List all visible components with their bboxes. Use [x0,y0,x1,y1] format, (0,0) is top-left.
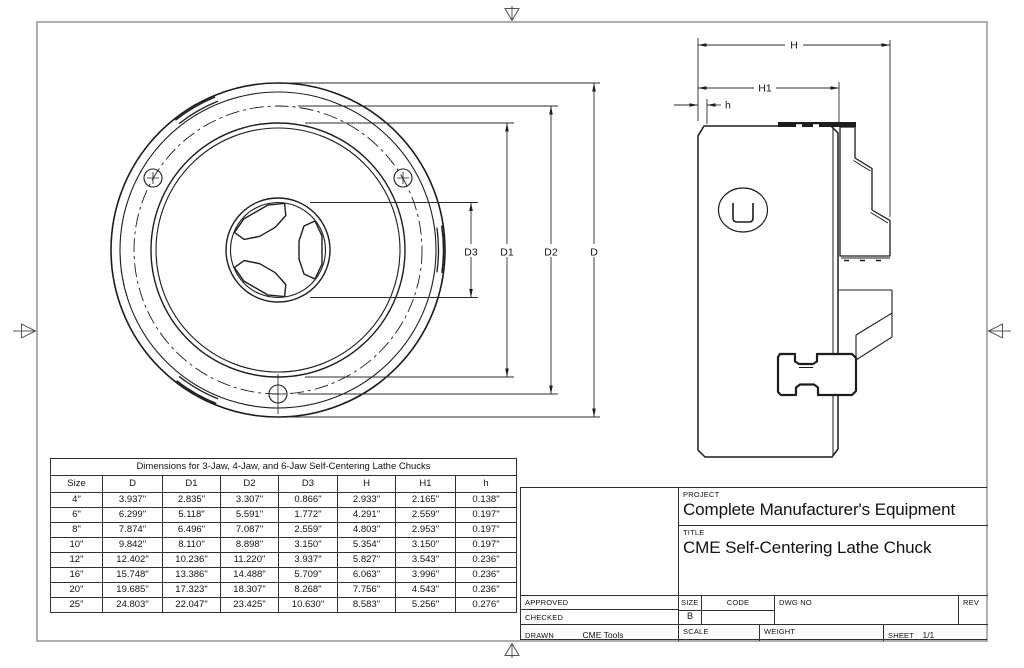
table-cell-d1: 17.323" [163,583,221,598]
table-cell-h: 6.063" [338,568,396,583]
bolt-circle-centerline [134,106,422,394]
drawn-cell [521,625,678,641]
table-cell-d1: 5.118" [163,508,221,523]
table-row [51,493,517,508]
rev-cell [958,596,988,625]
approved-cell [521,596,678,610]
table-cell-d2: 14.488" [221,568,279,583]
table-header-row [51,476,517,493]
table-column-header: D [103,476,163,493]
chuck-rim-circle [120,92,436,408]
table-cell-d3: 1.772" [279,508,338,523]
checked-label: CHECKED [525,613,564,622]
dim-label-d1: D1 [500,246,514,259]
title-label: TITLE [683,528,705,537]
front-dimension-labels [461,244,602,259]
table-row [51,508,517,523]
dim-label-h1: H1 [758,82,772,95]
bottom-band [521,624,988,640]
table-cell-d: 15.748" [103,568,163,583]
table-cell-d3: 10.630" [279,598,338,613]
chuck-body [698,126,838,457]
size-code-divider [678,610,774,611]
table-cell-d: 12.402" [103,553,163,568]
code-label: CODE [726,598,750,607]
table-cell-h: 5.827" [338,553,396,568]
title-block [520,487,987,640]
title-block-empty-cell [521,488,678,595]
table-cell-h1: 4.543" [396,583,456,598]
table-column-header: D3 [279,476,338,493]
side-dimension-labels [725,39,803,112]
checked-cell [521,611,678,625]
centering-mark-left [13,324,36,338]
dim-label-h-step: h [725,99,731,112]
table-cell-d3: 5.709" [279,568,338,583]
sheet-label: SHEET [888,631,915,640]
table-row [51,538,517,553]
size-label: SIZE [681,598,699,607]
table-cell-d2: 11.220" [221,553,279,568]
table-cell-h-small: 0.276" [456,598,517,613]
serration-gap [796,124,802,127]
face-circle-inner [156,128,400,372]
table-cell-d: 7.874" [103,523,163,538]
chuck-outer-circle [111,83,445,417]
title-cell [678,526,988,595]
table-cell-h: 4.803" [338,523,396,538]
table-cell-d2: 7.087" [221,523,279,538]
table-cell-d1: 8.110" [163,538,221,553]
jaw-way-arcs-outer [113,85,444,416]
table-cell-h1: 2.165" [396,493,456,508]
table-cell-h1: 3.543" [396,553,456,568]
scale-cell [678,625,759,641]
hole-cross-marks [147,172,409,414]
dimensions-table [50,458,517,613]
side-view [698,122,892,457]
table-cell-d2: 5.591" [221,508,279,523]
table-cell-h: 7.756" [338,583,396,598]
scale-label: SCALE [683,627,709,636]
table-cell-h-small: 0.236" [456,553,517,568]
table-title: Dimensions for 3-Jaw, 4-Jaw, and 6-Jaw Self-Centering Lathe Chucks [51,459,517,476]
project-label: PROJECT [683,490,720,499]
dim-label-d2: D2 [544,246,558,259]
table-cell-h: 8.583" [338,598,396,613]
jaw-way-arcs-inner [118,90,439,411]
table-cell-size: 25" [51,598,103,613]
table-cell-h: 5.354" [338,538,396,553]
table-cell-d1: 2.835" [163,493,221,508]
sheet-value: 1/1 [922,630,935,640]
table-cell-d1: 13.386" [163,568,221,583]
drawn-by-value: CME Tools [582,630,624,640]
table-body [51,493,517,613]
table-cell-h1: 2.559" [396,508,456,523]
bore-circle-inner [231,203,326,298]
dim-label-d3: D3 [464,246,478,259]
table-cell-d: 9.842" [103,538,163,553]
table-cell-h-small: 0.197" [456,523,517,538]
table-cell-d: 24.803" [103,598,163,613]
extension-lines-d1 [305,123,514,377]
bore-circle-outer [226,198,330,302]
table-cell-size: 20" [51,583,103,598]
table-cell-d2: 23.425" [221,598,279,613]
reversible-jaw-outline [778,354,856,395]
table-cell-size: 16" [51,568,103,583]
table-cell-size: 6" [51,508,103,523]
serration-gap [813,124,819,127]
table-column-header: H [338,476,396,493]
table-cell-d1: 6.496" [163,523,221,538]
table-cell-d2: 3.307" [221,493,279,508]
table-cell-d: 3.937" [103,493,163,508]
table-column-header: D1 [163,476,221,493]
table-cell-d3: 0.866" [279,493,338,508]
table-cell-h-small: 0.197" [456,538,517,553]
project-value: Complete Manufacturer's Equipment [683,500,956,519]
table-cell-size: 12" [51,553,103,568]
size-value: B [686,611,693,621]
centering-mark-right [988,324,1011,338]
table-cell-h-small: 0.197" [456,508,517,523]
table-cell-size: 8" [51,523,103,538]
reversible-jaw [778,354,856,395]
table-cell-h: 4.291" [338,508,396,523]
extension-lines-d2 [298,106,558,394]
title-value: CME Self-Centering Lathe Chuck [683,538,932,557]
table-title-row [51,459,517,476]
table-cell-d: 6.299" [103,508,163,523]
table-cell-h1: 3.150" [396,538,456,553]
sheet-cell [883,625,988,641]
dim-label-d: D [590,246,598,259]
chuck-jaw [299,221,322,279]
table-cell-d3: 3.150" [279,538,338,553]
top-jaw-outline [840,127,890,256]
face-circle-outer [151,123,405,377]
extension-lines-d3 [310,203,478,298]
table-row [51,523,517,538]
dim-label-h-total: H [790,39,798,52]
table-row [51,553,517,568]
table-column-header: H1 [396,476,456,493]
project-cell [678,488,988,526]
table-cell-d3: 3.937" [279,553,338,568]
table-cell-h1: 2.953" [396,523,456,538]
table-row [51,598,517,613]
table-cell-h1: 5.256" [396,598,456,613]
table-column-header: Size [51,476,103,493]
table-cell-d1: 10.236" [163,553,221,568]
dwg-no-cell [774,596,958,625]
jaw-step-bands [838,290,892,360]
table-cell-h1: 3.996" [396,568,456,583]
table-column-header: h [456,476,517,493]
drawn-label: DRAWN [525,631,555,640]
table-cell-d: 19.685" [103,583,163,598]
table-column-header: D2 [221,476,279,493]
rev-label: REV [963,598,980,607]
table-cell-d2: 18.307" [221,583,279,598]
table-cell-size: 10" [51,538,103,553]
weight-label: WEIGHT [764,627,796,636]
weight-cell [759,625,883,641]
table-cell-h-small: 0.236" [456,583,517,598]
approval-band [521,595,988,624]
table-row [51,583,517,598]
approved-label: APPROVED [525,598,569,607]
centering-mark-top [505,6,519,21]
table-cell-d3: 8.268" [279,583,338,598]
table-cell-h-small: 0.236" [456,568,517,583]
centering-mark-bottom [505,644,519,659]
table-cell-d2: 8.898" [221,538,279,553]
table-cell-h-small: 0.138" [456,493,517,508]
front-view [111,83,445,417]
table-row [51,568,517,583]
table-cell-size: 4" [51,493,103,508]
table-cell-d3: 2.559" [279,523,338,538]
table-cell-h: 2.933" [338,493,396,508]
table-cell-d1: 22.047" [163,598,221,613]
dwg-no-label: DWG NO [779,598,812,607]
